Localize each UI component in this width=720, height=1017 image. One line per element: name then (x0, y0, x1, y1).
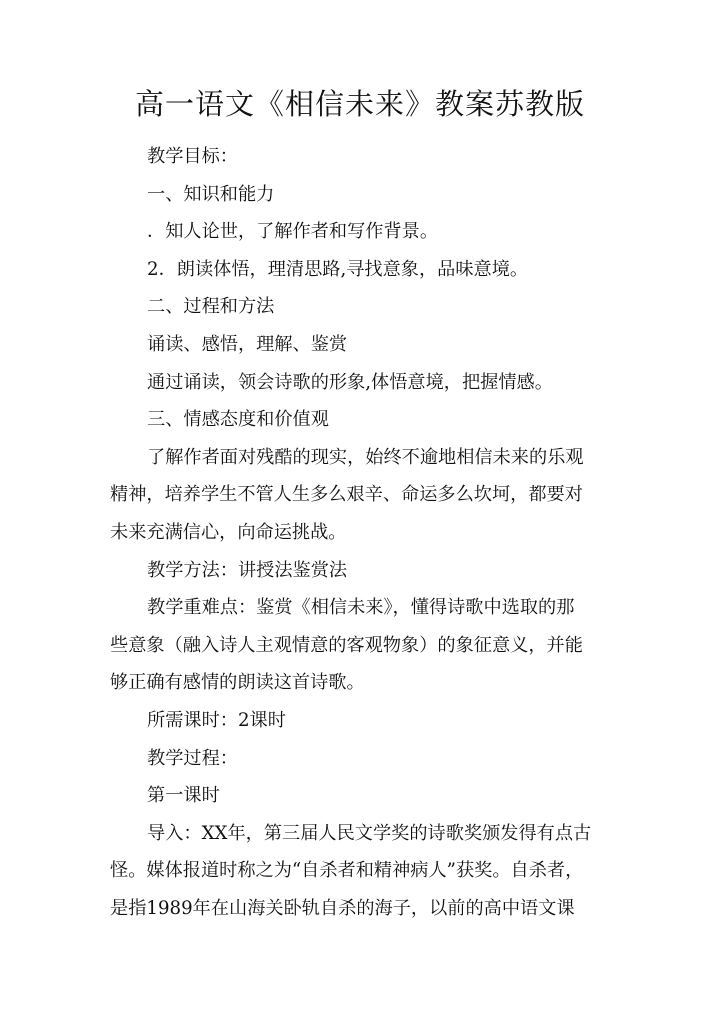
paragraph-line: 教学目标： (147, 146, 238, 167)
paragraph-line: 未来充满信心，向命运挑战。 (110, 521, 347, 543)
paragraph-line: 教学过程： (147, 747, 238, 769)
paragraph-line: 第一课时 (147, 785, 220, 807)
paragraph-line: 导入：XX年，第三届人民文学奖的诗歌奖颁发得有点古 (147, 822, 592, 844)
paragraph-line: ．知人论世，了解作者和写作背景。 (147, 221, 439, 243)
paragraph-line: 2．朗读体悟，理清思路,寻找意象，品味意境。 (147, 258, 529, 280)
paragraph-line: 了解作者面对残酷的现实，始终不逾地相信未来的乐观 (147, 446, 584, 468)
paragraph-line: 些意象（融入诗人主观情意的客观物象）的象征意义，并能 (110, 634, 583, 656)
paragraph-line: 精神，培养学生不管人生多么艰辛、命运多么坎坷，都要对 (110, 484, 583, 506)
paragraph-line: 二、过程和方法 (147, 296, 275, 318)
paragraph-line: 诵读、感悟，理解、鉴赏 (147, 333, 348, 355)
paragraph-line: 怪。媒体报道时称之为“自杀者和精神病人”获奖。自杀者， (110, 860, 584, 882)
paragraph-line: 所需课时：2课时 (147, 709, 286, 731)
paragraph-line: 教学重难点：鉴赏《相信未来》，懂得诗歌中选取的那 (147, 597, 575, 619)
paragraph-line: 够正确有感情的朗读这首诗歌。 (110, 672, 365, 694)
paragraph-line: 三、情感态度和价值观 (147, 409, 329, 431)
paragraph-line: 教学方法：讲授法鉴赏法 (147, 559, 348, 581)
paragraph-line: 一、知识和能力 (147, 183, 275, 205)
document-body (110, 138, 618, 927)
document-title: 高一语文《相信未来》教案苏教版 (134, 87, 585, 121)
paragraph-line: 是指1989年在山海关卧轨自杀的海子，以前的高中语文课 (110, 897, 575, 919)
paragraph-line: 通过诵读，领会诗歌的形象,体悟意境，把握情感。 (147, 371, 553, 393)
